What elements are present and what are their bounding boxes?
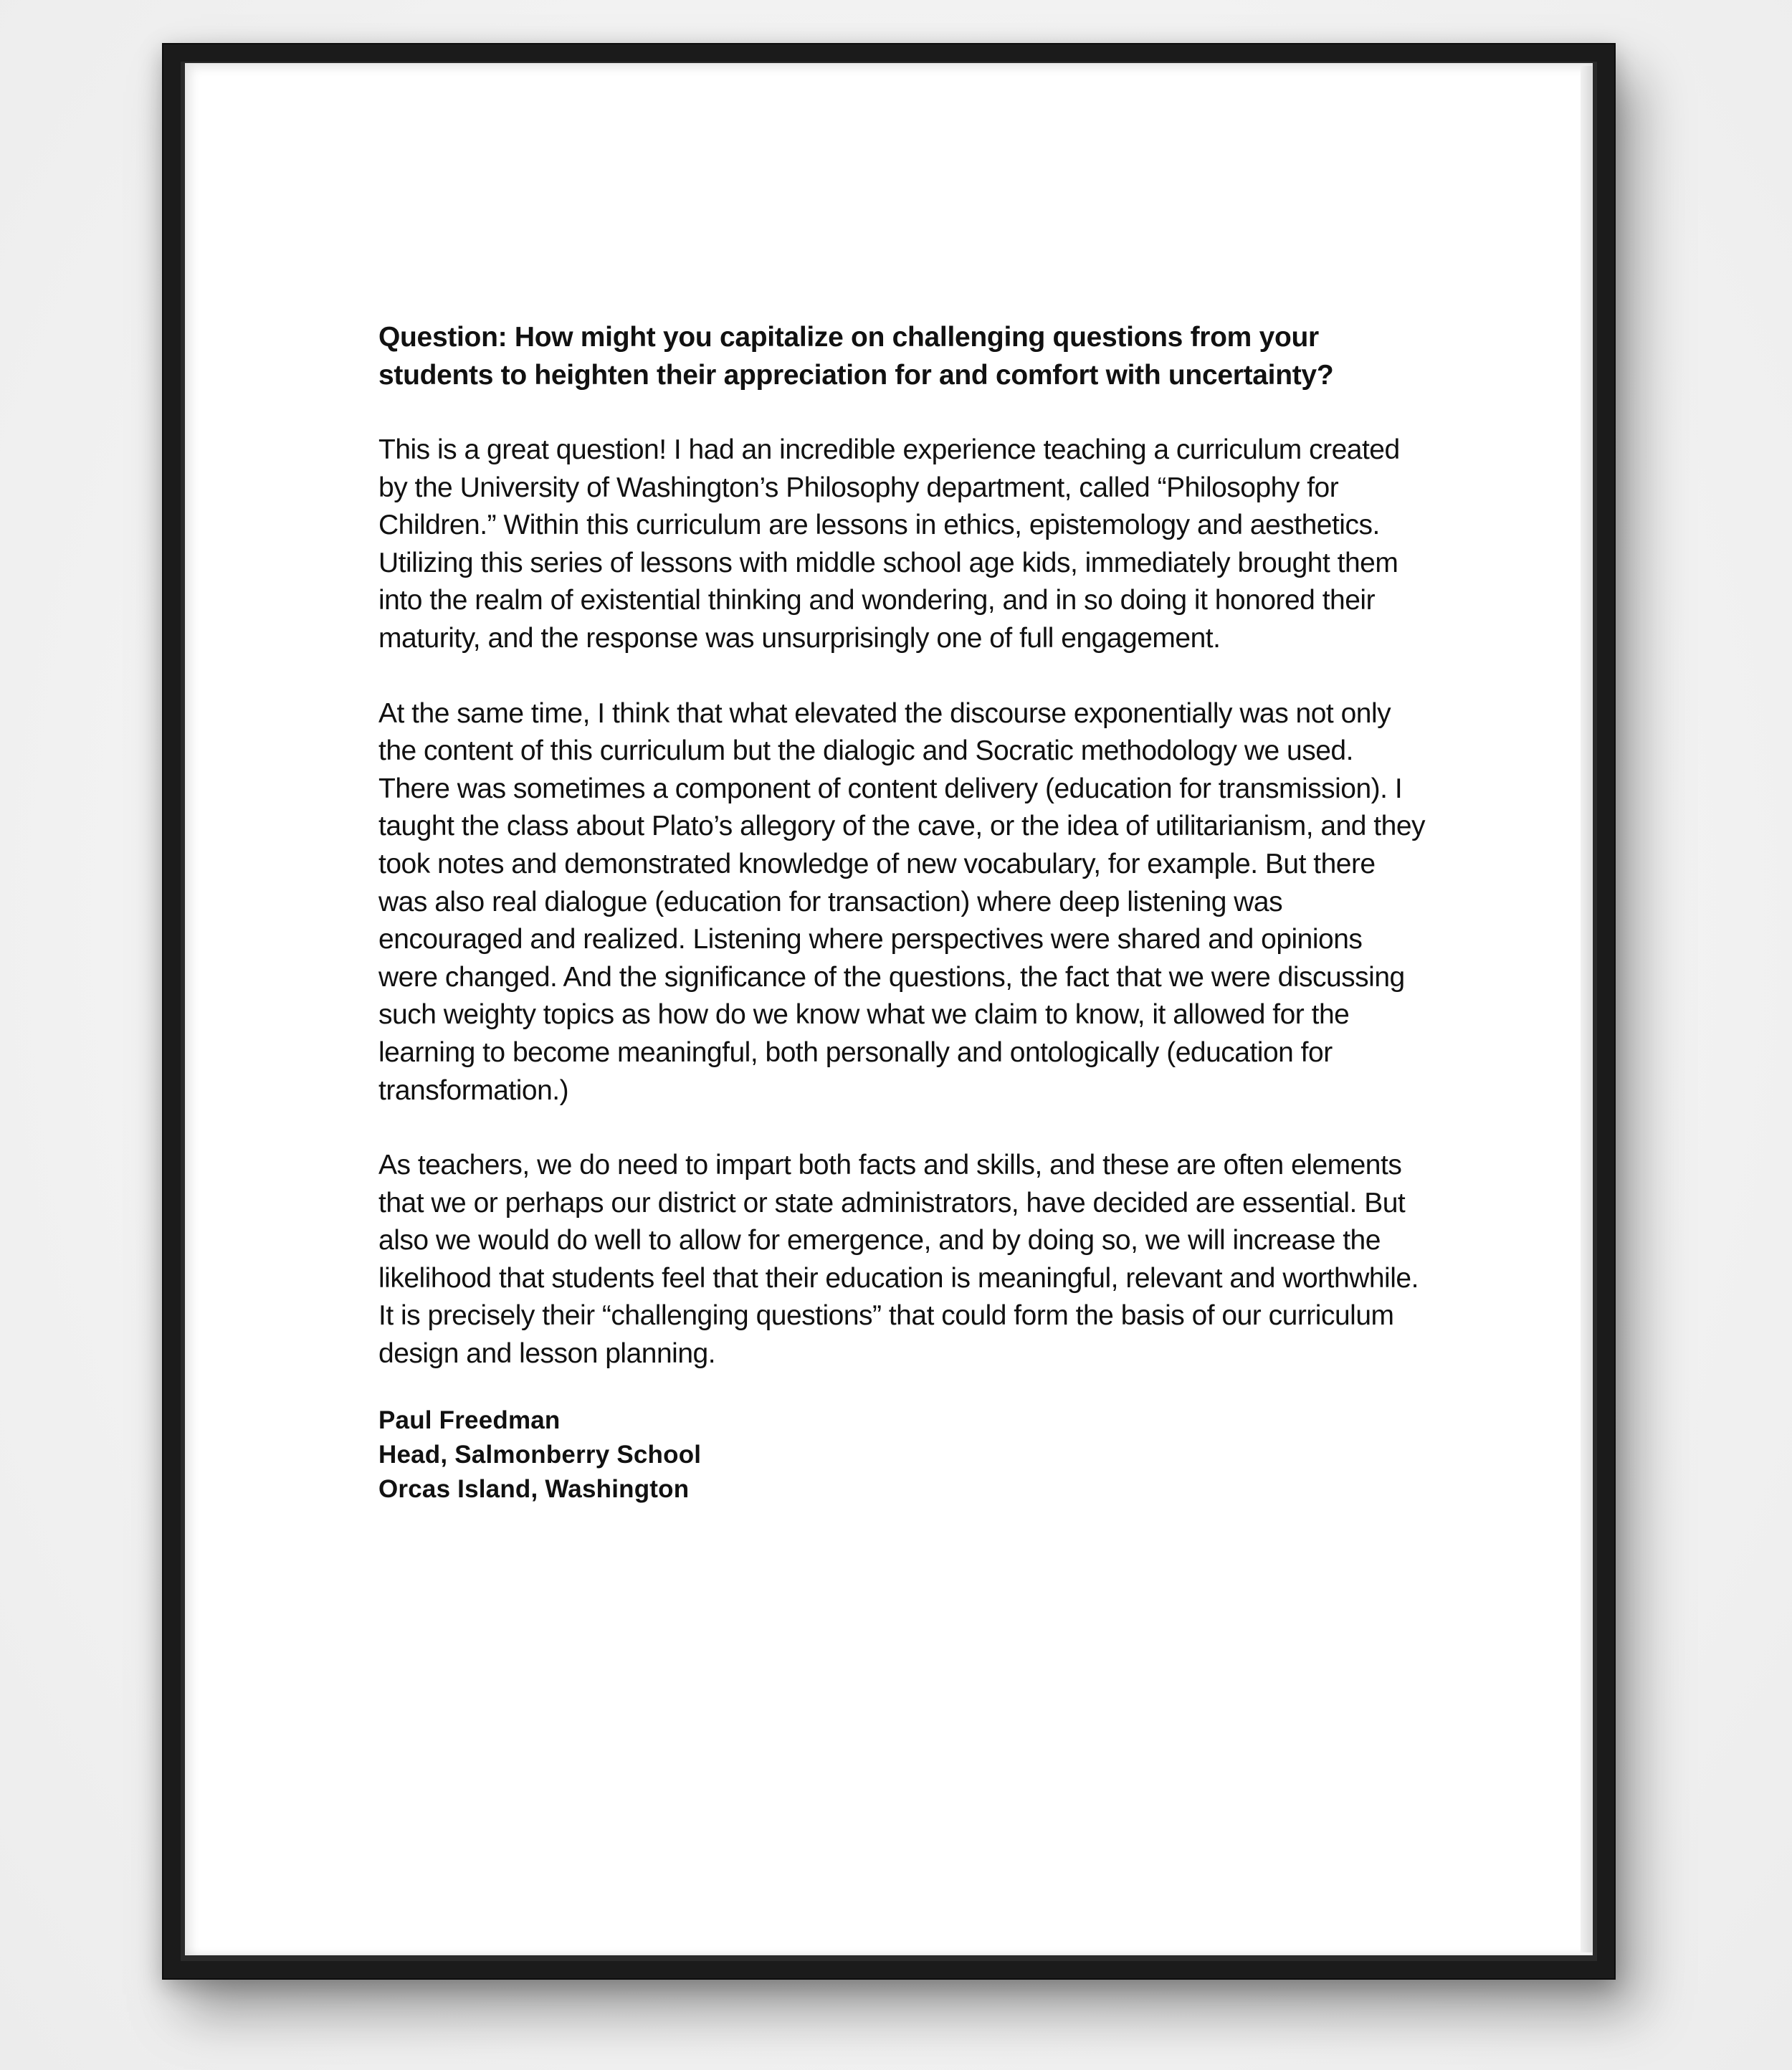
signature-name: Paul Freedman — [378, 1406, 561, 1434]
paragraph-2: At the same time, I think that what elevated the discourse exponentially was not only the content of this curriculum but the dialogic and Socratic methodology we used. There was sometimes a component of content delivery (education for transmission). I taught the class about Plato’s allegory of the cave, or the idea of utilitarianism, and they took notes and demonstrated knowledge of new vocabulary, for example. But there was also real dialogue (education for transaction) where deep listening was encouraged and realized. Listening where perspectives were shared and opinions were changed. And the significance of the questions, the fact that we were discussing such weighty topics as how do we know what we claim to know, it allowed for the learning to become meaningful, both personally and ontologically (education for transformation.) — [378, 697, 1426, 1106]
document-body — [378, 319, 1425, 1507]
question-heading: Question: How might you capitalize on challenging questions from your students to heighten their appreciation for and comfort with uncertainty? — [378, 322, 1334, 391]
paragraph-1: This is a great question! I had an incredible experience teaching a curriculum created by the University of Washington’s Philosophy department, called “Philosophy for Children.” Within this curriculum are lessons in ethics, epistemology and aesthetics. Utilizing this series of lessons with middle school age kids, immediately brought them into the realm of existential thinking and wondering, and in so doing it honored their maturity, and the response was unsurprisingly one of full engagement. — [378, 434, 1400, 654]
signature-title: Head, Salmonberry School — [378, 1440, 702, 1469]
paper-edge — [1581, 66, 1592, 1952]
signature-block — [378, 1403, 1425, 1507]
signature-location: Orcas Island, Washington — [378, 1474, 690, 1503]
paragraph-3: As teachers, we do need to impart both facts and skills, and these are often elements that we or perhaps our district or state administrators, have decided are essential. But also we would do well to allow for emergence, and by doing so, we will increase the likelihood that students feel that their education is meaningful, relevant and worthwhile. It is precisely their “challenging questions” that could form the basis of our curriculum design and lesson planning. — [378, 1150, 1419, 1370]
